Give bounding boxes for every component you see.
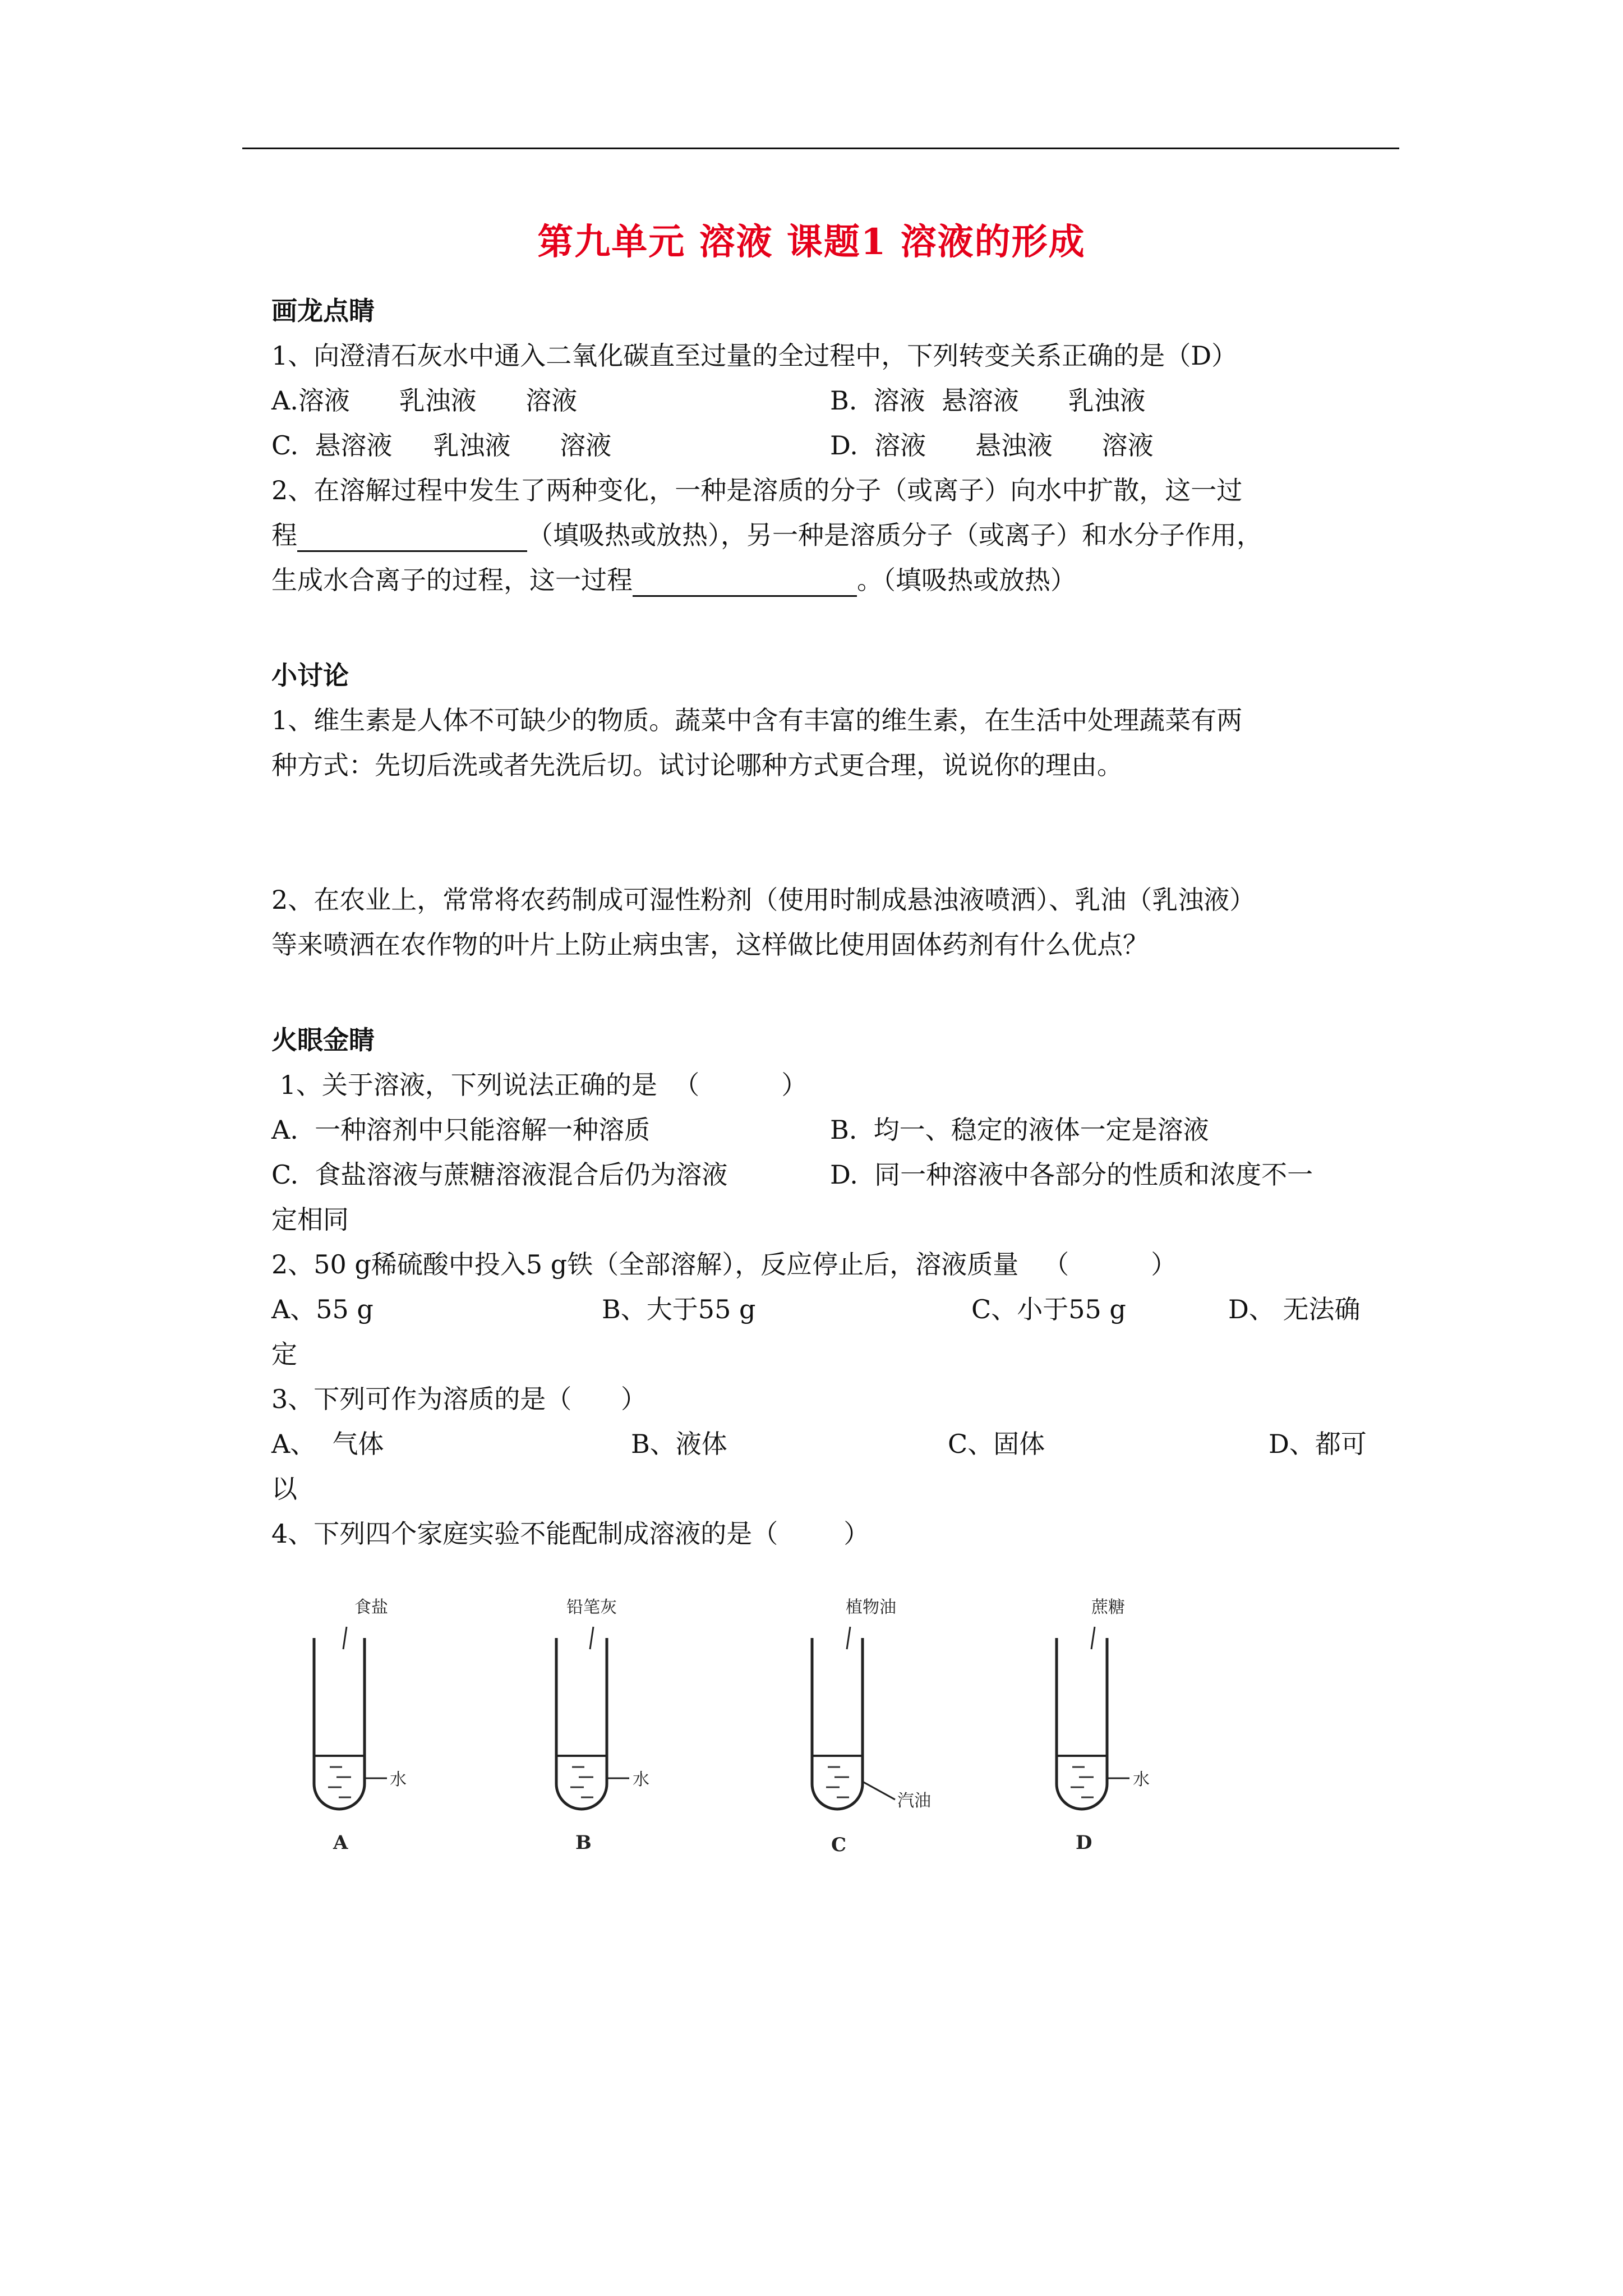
header-rule	[242, 148, 1399, 149]
tube-letter-a: A	[333, 1832, 348, 1854]
s2-question-1-line2: 种方式：先切后洗或者先洗后切。试讨论哪种方式更合理，说说你的理由。	[271, 750, 1123, 780]
q2-prefix: 程	[271, 520, 297, 550]
s3-q2-option-d-cont: 定	[271, 1339, 297, 1369]
s3-q3-option-c: C、固体	[948, 1429, 1045, 1459]
s1-question-2-line1: 2、在溶解过程中发生了两种变化，一种是溶质的分子（或离子）向水中扩散，这一过	[271, 475, 1243, 505]
s1-q1-option-b: B. 溶液 悬溶液 乳浊液	[830, 385, 1146, 416]
q2-suffix: （填吸热或放热），另一种是溶质分子（或离子）和水分子作用，	[527, 520, 1262, 550]
section-heading-hualongdianjing: 画龙点睛	[271, 296, 375, 326]
test-tube-d	[1057, 1598, 1150, 1854]
s3-question-1: 1、关于溶液，下列说法正确的是 （ ）	[271, 1070, 808, 1100]
test-tube-b	[556, 1598, 649, 1854]
s1-q1-option-c: C. 悬溶液 乳浊液 溶液	[271, 430, 612, 461]
s3-question-4: 4、下列四个家庭实验不能配制成溶液的是（ ）	[271, 1519, 870, 1549]
solvent-label-d: 水	[1133, 1770, 1150, 1789]
section-heading-huoyanjinjing: 火眼金睛	[271, 1025, 375, 1055]
answer-blank-2[interactable]	[633, 570, 857, 597]
s1-question-1: 1、向澄清石灰水中通入二氧化碳直至过量的全过程中，下列转变关系正确的是（D）	[271, 341, 1238, 371]
s3-q2-option-c: C、小于55 g	[971, 1294, 1126, 1324]
test-tube-c	[812, 1598, 931, 1856]
s2-question-2-line2: 等来喷洒在农作物的叶片上防止病虫害，这样做比使用固体药剂有什么优点？	[271, 930, 1149, 960]
q2-prefix-2: 生成水合离子的过程，这一过程	[271, 565, 633, 595]
s3-q3-option-a: A、 气体	[271, 1429, 384, 1459]
s2-question-2-line1: 2、在农业上，常常将农药制成可湿性粉剂（使用时制成悬浊液喷洒）、乳油（乳浊液）	[271, 885, 1256, 915]
test-tube-a	[314, 1598, 407, 1854]
solvent-label-a: 水	[390, 1770, 407, 1789]
s1-question-2-line2	[271, 518, 1262, 552]
s3-q3-option-b: B、液体	[631, 1429, 727, 1459]
solute-label-b: 铅笔灰	[566, 1598, 617, 1617]
solvent-label-b: 水	[633, 1770, 649, 1789]
solute-label-c: 植物油	[846, 1598, 896, 1617]
q2-suffix-2: 。（填吸热或放热）	[857, 565, 1076, 595]
s3-q1-option-c: C. 食盐溶液与蔗糖溶液混合后仍为溶液	[271, 1159, 728, 1190]
s1-question-2-line3	[271, 563, 1076, 597]
tube-letter-d: D	[1076, 1832, 1092, 1854]
s3-q3-option-d: D、都可	[1269, 1429, 1367, 1459]
s2-question-1-line1: 1、维生素是人体不可缺少的物质。蔬菜中含有丰富的维生素，在生活中处理蔬菜有两	[271, 705, 1243, 735]
section-heading-xiaotaolun: 小讨论	[271, 660, 349, 691]
solvent-label-c: 汽油	[897, 1791, 931, 1811]
s3-question-2: 2、50 g稀硫酸中投入5 g铁（全部溶解），反应停止后，溶液质量 （ ）	[271, 1249, 1177, 1280]
s3-question-3: 3、下列可作为溶质的是（ ）	[271, 1384, 647, 1414]
s3-q3-option-d-cont: 以	[271, 1474, 297, 1504]
s1-q1-option-d: D. 溶液 悬浊液 溶液	[830, 430, 1154, 461]
s3-q2-option-b: B、大于55 g	[602, 1294, 756, 1324]
s3-q2-option-d: D、 无法确	[1228, 1294, 1361, 1324]
solute-label-d: 蔗糖	[1091, 1598, 1125, 1617]
s3-q1-option-d-cont: 定相同	[271, 1204, 349, 1235]
s1-q1-option-a: A.溶液 乳浊液 溶液	[271, 385, 578, 416]
tube-letter-b: B	[575, 1832, 592, 1854]
s3-q1-option-a: A. 一种溶剂中只能溶解一种溶质	[271, 1115, 651, 1145]
solute-label-a: 食盐	[354, 1598, 388, 1617]
s3-q2-option-a: A、55 g	[271, 1294, 374, 1324]
tube-letter-c: C	[831, 1834, 847, 1856]
page-title: 第九单元 溶液 课题1 溶液的形成	[537, 221, 1086, 263]
s3-q1-option-b: B. 均一、稳定的液体一定是溶液	[830, 1115, 1209, 1145]
answer-blank-1[interactable]	[297, 526, 527, 552]
s3-q1-option-d: D. 同一种溶液中各部分的性质和浓度不一	[830, 1159, 1313, 1190]
